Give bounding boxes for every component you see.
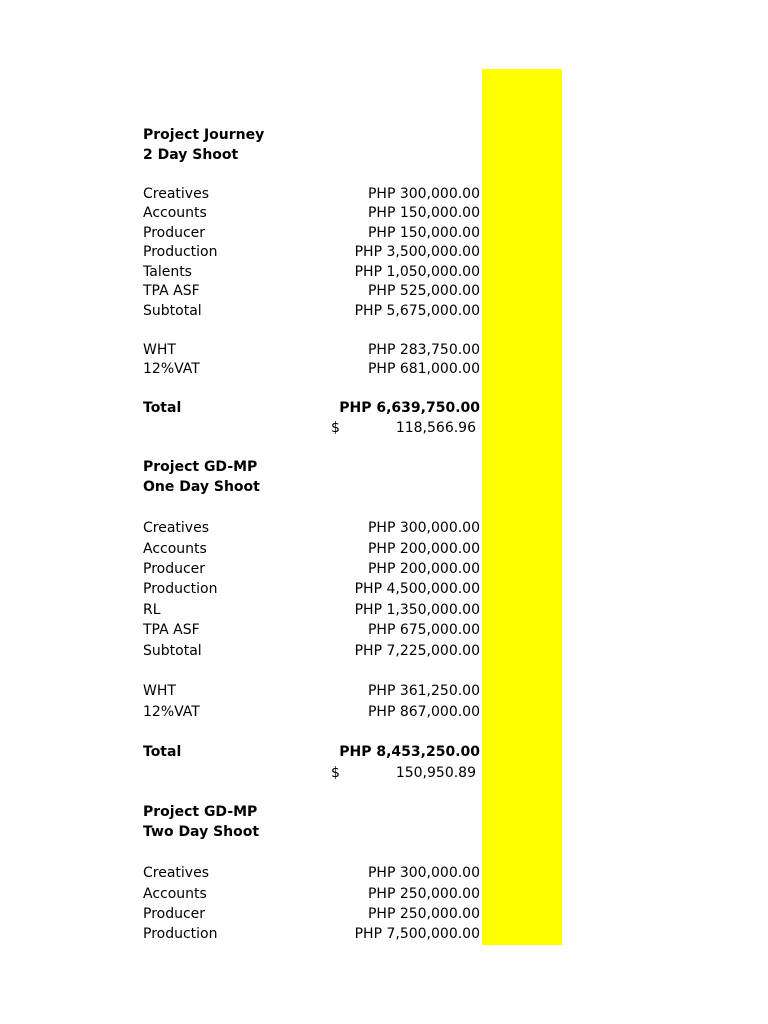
usd-value: 118,566.96 xyxy=(395,419,476,436)
project-gdmp-two-day-block xyxy=(143,802,483,945)
usd-value: 150,950.89 xyxy=(395,764,476,781)
project-title: Project Journey xyxy=(143,127,265,143)
usd-row xyxy=(143,763,483,783)
total-row: Total PHP 8,453,250.00 xyxy=(143,744,480,761)
line-item: Production PHP 7,500,000.00 xyxy=(143,926,480,943)
subtotal-row: Subtotal PHP 7,225,000.00 xyxy=(143,642,480,659)
line-item: TPA ASF PHP 675,000.00 xyxy=(143,622,480,639)
line-item: TPA ASF PHP 525,000.00 xyxy=(143,283,480,299)
line-item: Producer PHP 250,000.00 xyxy=(143,905,480,922)
line-item: Creatives PHP 300,000.00 xyxy=(143,865,480,882)
usd-symbol: $ xyxy=(331,764,340,781)
shoot-title: One Day Shoot xyxy=(143,479,260,496)
line-item: Creatives PHP 300,000.00 xyxy=(143,185,480,202)
tax-row: WHT PHP 361,250.00 xyxy=(143,683,480,700)
highlighted-column xyxy=(482,69,562,945)
project-gdmp-one-day-block xyxy=(143,457,483,783)
subtotal-row: Subtotal PHP 5,675,000.00 xyxy=(143,302,480,319)
line-item: Accounts PHP 250,000.00 xyxy=(143,885,480,902)
shoot-title: Two Day Shoot xyxy=(143,824,260,841)
tax-row: 12%VAT PHP 867,000.00 xyxy=(143,703,480,720)
shoot-title: 2 Day Shoot xyxy=(143,146,239,163)
project-title: Project GD-MP xyxy=(143,459,258,475)
line-item: Producer PHP 150,000.00 xyxy=(143,224,480,241)
usd-row xyxy=(143,419,483,439)
line-item: Accounts PHP 200,000.00 xyxy=(143,540,480,557)
usd-symbol: $ xyxy=(331,419,340,436)
tax-row: 12%VAT PHP 681,000.00 xyxy=(143,361,480,377)
project-journey-block xyxy=(143,126,483,438)
line-item: Talents PHP 1,050,000.00 xyxy=(143,263,480,280)
line-item: Production PHP 4,500,000.00 xyxy=(143,581,480,598)
line-item: Accounts PHP 150,000.00 xyxy=(143,205,480,221)
line-item: RL PHP 1,350,000.00 xyxy=(143,601,480,618)
line-item: Producer PHP 200,000.00 xyxy=(143,560,480,577)
total-row: Total PHP 6,639,750.00 xyxy=(143,400,480,416)
line-item: Creatives PHP 300,000.00 xyxy=(143,520,480,537)
line-item: Production PHP 3,500,000.00 xyxy=(143,244,480,260)
project-title: Project GD-MP xyxy=(143,804,258,820)
tax-row: WHT PHP 283,750.00 xyxy=(143,341,480,358)
